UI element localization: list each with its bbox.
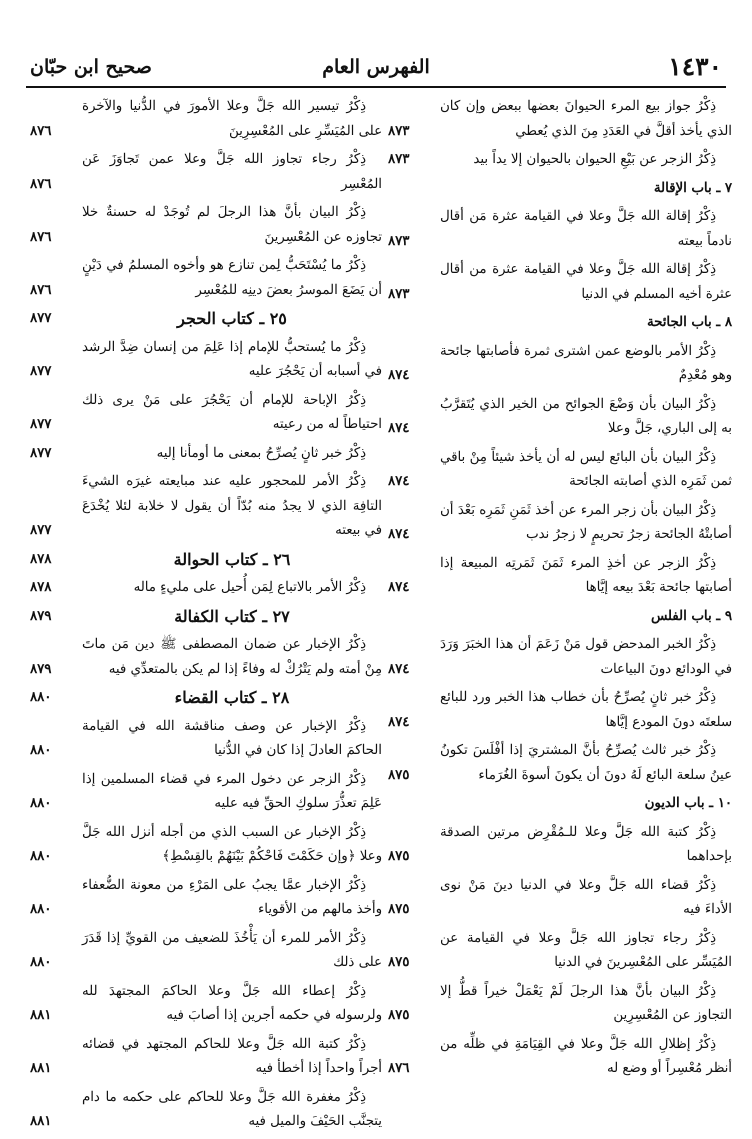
page-reference: ٨٧٤: [388, 661, 410, 677]
index-entry: [388, 686, 732, 735]
page-reference: ٨٧٤: [388, 421, 410, 436]
page-reference: ٨٨٠: [30, 743, 52, 758]
index-column-right: [388, 95, 732, 1086]
header-rule: [26, 86, 726, 88]
index-entry: [30, 715, 382, 764]
index-column-left: [30, 95, 382, 1139]
index-entry: [30, 633, 382, 682]
index-entry: [30, 874, 382, 923]
entry-text: [30, 1086, 382, 1135]
entry-text: [30, 927, 382, 976]
page-reference: ٨٧٥: [388, 1008, 410, 1023]
entry-text-content: ذِكْرُ الأمر بالاتباع لِمَن أُحيل على مليءٍ ماله: [133, 580, 366, 595]
entry-text: [388, 792, 732, 817]
section-heading: [388, 177, 732, 202]
section-heading: [30, 548, 382, 573]
entry-text: [30, 254, 382, 303]
index-entry: [30, 201, 382, 250]
entry-text: [30, 201, 382, 250]
entry-text: [30, 95, 382, 144]
index-entry: [388, 393, 732, 442]
entry-text-content: ذِكْرُ تيسير الله جَلَّ وعلا الأمورَ في الدُّنيا والآخرة على المُيَسِّرِ على المُعْسِرِينَ: [82, 99, 382, 139]
index-entry: [388, 927, 732, 976]
page-reference: ٨٨٠: [30, 796, 52, 811]
entry-text: [30, 576, 382, 601]
entry-text-content: ذِكْرُ إقالة الله جَلَّ وعلا في القيامة عثرة مَن أقال نادماً بيعته: [440, 209, 732, 249]
entry-text-content: ذِكْرُ الإخبار عن وصف مناقشة الله في القيامة الحاكمَ العادلَ إذا كان في الدُّنيا: [82, 718, 382, 758]
entry-text-content: ذِكْرُ البيان بأن البائع ليس له أن يأخذ شيئاً مِنْ باقي ثمن ثَمَرِه الذي أصابته الجائحة: [440, 449, 732, 489]
page-reference: ٨٧٦: [30, 229, 52, 245]
entry-text: [30, 821, 382, 870]
index-entry: [388, 205, 732, 254]
entry-text-content: ذِكْرُ ما يُسْتَحَبُّ لِمن تنازع هو وأخوه المسلمُ في دَيْنٍ أن يَضَعَ الموسرُ بعضَ دينِه للمُعْسِر: [82, 258, 382, 298]
section-heading: [388, 605, 732, 630]
entry-text-content: ٢٨ ـ كتاب القضاء: [174, 688, 290, 707]
entry-text-content: ذِكْرُ الزجر عن دخول المرء في قضاء المسلمين إذا عَلِمَ تعذُّرَ سلوكِ الحقِّ فيه عليه: [82, 771, 382, 811]
page-reference: ٨٧٥: [388, 767, 410, 783]
page-reference: ٨٧٤: [388, 580, 410, 595]
page-reference: ٨٧٨: [30, 580, 52, 595]
index-entry: [388, 980, 732, 1029]
index-entry: [388, 148, 732, 173]
page-reference: ٨٧٧: [30, 364, 52, 379]
entry-text-content: ذِكْرُ الزجر عن أخذِ المرء ثَمَنَ ثَمَرتِه المبيعة إذا أصابتها جائحة بَعْدَ بيعه إيَّاها: [440, 555, 732, 595]
entry-text: [388, 821, 732, 870]
entry-text-content: ذِكْرُ الزجر عن بَيْعِ الحيوان بالحيوان إلا يداً بيد: [473, 152, 716, 167]
page-reference: ٨٧٧: [30, 445, 52, 461]
entry-text: [30, 874, 382, 923]
entry-text: [388, 927, 732, 976]
index-entry: [388, 739, 732, 788]
entry-text: [30, 605, 382, 630]
entry-text-content: ذِكْرُ إعطاء الله جَلَّ وعلا الحاكمَ المجتهدَ لله ولرسوله في حكمه أجرين إذا أصابَ فيه: [82, 983, 382, 1023]
page-reference: ٨٧٩: [30, 661, 52, 677]
section-heading: [30, 307, 382, 332]
index-entry: [388, 258, 732, 307]
index-entry: [30, 927, 382, 976]
book-title: صحيح ابن حبّان: [30, 56, 152, 78]
index-entry: [30, 470, 382, 544]
page-reference: ٨٨٠: [30, 849, 52, 864]
entry-text-content: ذِكْرُ كتبة الله جَلَّ وعلا للحاكم المجتهد في قضائه أجراً واحداً إذا أخطأ فيه: [82, 1036, 382, 1076]
index-entry: [30, 1033, 382, 1082]
page-reference: ٨٧٦: [388, 1061, 410, 1076]
page-reference: ٨٧٦: [30, 176, 52, 192]
entry-text: [388, 552, 732, 601]
index-entry: [30, 576, 382, 601]
page-header: [26, 46, 726, 86]
page-reference: ٨٧٥: [388, 902, 410, 917]
entry-text: [30, 389, 382, 438]
entry-text-content: ذِكْرُ البيان بأنَّ هذا الرجلَ لَمْ يَعْمَلْ خيراً قطُّ إلا التجاوز عن المُعْسِرِين: [440, 983, 732, 1023]
entry-text-content: ذِكْرُ مغفرة الله جَلَّ وعلا للحاكم على حكمه ما دام يتجنَّب الحَيْفَ والميل فيه: [82, 1089, 382, 1129]
page-reference: ٨٧٥: [388, 849, 410, 864]
entry-text: [388, 393, 732, 442]
entry-text: [388, 205, 732, 254]
page-reference: ٨٨٠: [30, 955, 52, 970]
page-reference: ٨٨٠: [30, 902, 52, 917]
page-reference: ٨٧٣: [388, 286, 410, 302]
index-entry: [30, 389, 382, 438]
entry-text: [388, 95, 732, 144]
entry-text-content: ٢٦ ـ كتاب الحوالة: [173, 549, 291, 569]
section-heading: [30, 686, 382, 711]
entry-text-content: ذِكْرُ البيان بأن زجر المرء عن أخذ ثَمَنِ ثَمَرِه بَعْدَ أن أصابتْهُ الجائحة زجرُ تحريمٍ لا زجرُ ندب: [440, 502, 732, 542]
entry-text-content: ذِكْرُ كتبة الله جَلَّ وعلا للـمُقْرِض مرتين الصدقة بإحداهما: [440, 824, 732, 864]
page-reference: ٨٧٦: [30, 282, 52, 298]
page-reference: ٨٨١: [30, 1061, 52, 1076]
entry-text-content: ٩ ـ باب الفلس: [650, 608, 732, 624]
entry-text-content: ذِكْرُ خبر ثانٍ يُصرِّحُ بمعنى ما أومأنا إليه: [156, 445, 366, 461]
entry-text-content: ذِكْرُ الأمر للمحجور عليه عند مبايعته غيرَه الشيءَ التافِهَ الذي لا يجدُ منه بُدّاً أن يقول لا خلابة لئلا يُخْدَعَ في بيعته: [82, 474, 382, 538]
entry-text: [30, 1033, 382, 1082]
entry-text: [388, 739, 732, 788]
page-reference: ٨٧٤: [388, 714, 410, 730]
page-reference: ٨٧٣: [388, 152, 410, 167]
page-reference: ٨٧٤: [388, 474, 410, 489]
entry-text-content: ذِكْرُ قضاء الله جَلَّ وعلا في الدنيا دينَ مَنْ نوى الأداءَ فيه: [440, 877, 732, 917]
entry-text-content: ذِكْرُ رجاء تجاوز الله جَلَّ وعلا عمن تَجاوَزَ عَن المُعْسِر: [82, 152, 382, 192]
entry-text-content: ٢٧ ـ كتاب الكفالة: [174, 606, 290, 626]
entry-text-content: ذِكْرُ الأمر بالوضع عمن اشترى ثمرة فأصابتها جائحة وهو مُعْدِمٌ: [440, 343, 732, 383]
section-heading: [388, 792, 732, 817]
page-reference: ٨٧٦: [30, 123, 52, 139]
entry-text-content: ذِكْرُ الإخبار عن السبب الذي من أجله أنزل الله جَلَّ وعلا ﴿وإن حَكَمْتَ فَاحْكُمْ بَيْنَهُمْ بالقِسْطِ﴾: [82, 824, 382, 864]
page-reference: ٨٧٣: [388, 233, 410, 249]
page-reference: ٨٨١: [30, 1114, 52, 1129]
entry-text: [388, 177, 732, 202]
page-reference: ٨٨١: [30, 1008, 52, 1023]
index-entry: [30, 821, 382, 870]
entry-text: [388, 605, 732, 630]
index-entry: [30, 442, 382, 467]
index-entry: [388, 1033, 732, 1082]
page-reference: ٨٧٨: [30, 551, 52, 567]
entry-text: [388, 874, 732, 923]
index-entry: [388, 499, 732, 548]
index-entry: [30, 980, 382, 1029]
entry-text: [388, 499, 732, 548]
entry-text: [30, 442, 382, 467]
entry-text-content: ٢٥ ـ كتاب الحجر: [177, 309, 287, 328]
page-reference: ٨٧٧: [30, 311, 52, 326]
index-entry: [388, 552, 732, 601]
page-reference: ٨٧٥: [388, 955, 410, 970]
index-entry: [388, 821, 732, 870]
index-entry: [30, 768, 382, 817]
entry-text-content: ذِكْرُ خبر ثانٍ يُصرِّحُ بأن خطاب هذا الخبر ورد للبائع سلعتَه دونَ المودع إيَّاها: [440, 690, 732, 730]
page-number: ١٤٣٠: [668, 52, 722, 81]
index-entry: [30, 336, 382, 385]
index-entry: [388, 633, 732, 682]
entry-text: [388, 446, 732, 495]
index-entry: [30, 148, 382, 197]
section-heading: [388, 311, 732, 336]
entry-text: [30, 715, 382, 764]
entry-text: [388, 633, 732, 682]
entry-text-content: ذِكْرُ إظلالِ الله جَلَّ وعلا في القِيَامَةِ في ظلِّه من أنظر مُعْسِراً أو وضع له: [440, 1036, 732, 1076]
entry-text-content: ذِكْرُ خبر ثالث يُصرِّحُ بأنَّ المشتريَ إذا أفْلَسَ تكونُ عينُ سلعة البائع لَهُ دونَ أن يكونَ أسوةَ الغُرَماء: [440, 743, 732, 783]
entry-text: [30, 980, 382, 1029]
entry-text-content: ذِكْرُ جواز بيع المرء الحيوانَ بعضها ببعض وإن كان الذي يأخذ أقلَّ في العَدَدِ مِنَ الذي يُعطي: [440, 99, 732, 139]
entry-text-content: ذِكْرُ إقالة الله جَلَّ وعلا في القيامة عثرة من أقال عثرة أخيه المسلم في الدنيا: [440, 262, 732, 302]
entry-text: [388, 980, 732, 1029]
entry-text: [30, 470, 382, 544]
index-entry: [30, 95, 382, 144]
entry-text-content: ١٠ ـ باب الديون: [644, 796, 732, 811]
entry-text: [30, 633, 382, 682]
entry-text: [30, 768, 382, 817]
entry-text-content: ذِكْرُ الإخبار عمَّا يجبُ على المَرْءِ من معونة الضُّعفاء وأخذ مالهم من الأقوياء: [82, 877, 382, 917]
entry-text-content: ذِكْرُ رجاء تجاوز الله جَلَّ وعلا في القيامة عن المُيَسِّر على المُعْسِرينَ في الدنيا: [440, 930, 732, 970]
page-reference: ٨٧٧: [30, 417, 52, 432]
entry-text: [30, 686, 382, 711]
entry-text: [388, 340, 732, 389]
entry-text: [388, 1033, 732, 1082]
entry-text-content: ذِكْرُ البيان بأن وَضْعَ الجوائح من الخير الذي يُتَقرَّبُ به إلى الباري، جَلَّ وعلا: [440, 396, 732, 436]
entry-text: [388, 686, 732, 735]
page-reference: ٨٧٧: [30, 523, 52, 538]
entry-text: [30, 307, 382, 332]
entry-text-content: ذِكْرُ الأمر للمرء أن يَأْخُذَ للضعيف من القويِّ إذا قَدَرَ على ذلك: [82, 930, 382, 970]
entry-text-content: ذِكْرُ الإباحة للإمام أن يَحْجُرَ على مَنْ يرى ذلك احتياطاً له من رعيته: [82, 392, 382, 432]
running-title: الفهرس العام: [322, 56, 430, 78]
entry-text: [30, 336, 382, 385]
entry-text: [30, 148, 382, 197]
index-entry: [30, 1086, 382, 1135]
entry-text-content: ٨ ـ باب الجائحة: [646, 315, 732, 330]
index-entry: [388, 446, 732, 495]
entry-text: [388, 311, 732, 336]
index-entry: [388, 874, 732, 923]
entry-text: [30, 548, 382, 573]
index-entry: [30, 254, 382, 303]
entry-text-content: ذِكْرُ الخبر المدحض قول مَنْ زَعَمَ أن هذا الخبَرَ وَرَدَ في الودائع دونَ البياعات: [440, 637, 732, 677]
index-entry: [388, 340, 732, 389]
section-heading: [30, 605, 382, 630]
entry-text-content: ذِكْرُ البيان بأنَّ هذا الرجلَ لم تُوجَدْ له حسنةٌ خلا تجاوزه عن المُعْسِرينَ: [82, 205, 382, 245]
entry-text: [388, 148, 732, 173]
entry-text: [388, 258, 732, 307]
entry-text-content: ذِكْرُ الإخبار عن ضمان المصطفى ﷺ دين مَن ماتَ مِنْ أمته ولم يَتْرُكْ له وفاءً إذا لم يكن بالمتعدِّي فيه: [82, 637, 382, 677]
index-entry: [388, 95, 732, 144]
page-reference: ٨٧٩: [30, 608, 52, 624]
page-reference: ٨٧٤: [388, 527, 410, 542]
page-reference: ٨٧٤: [388, 368, 410, 383]
page-reference: ٨٨٠: [30, 690, 52, 705]
page-reference: ٨٧٣: [388, 123, 410, 139]
entry-text-content: ذِكْرُ ما يُستحبُّ للإمام إذا عَلِمَ من إنسان ضِدَّ الرشد في أسبابه أن يَحْجُرَ عليه: [82, 339, 382, 379]
entry-text-content: ٧ ـ باب الإقالة: [653, 180, 732, 196]
